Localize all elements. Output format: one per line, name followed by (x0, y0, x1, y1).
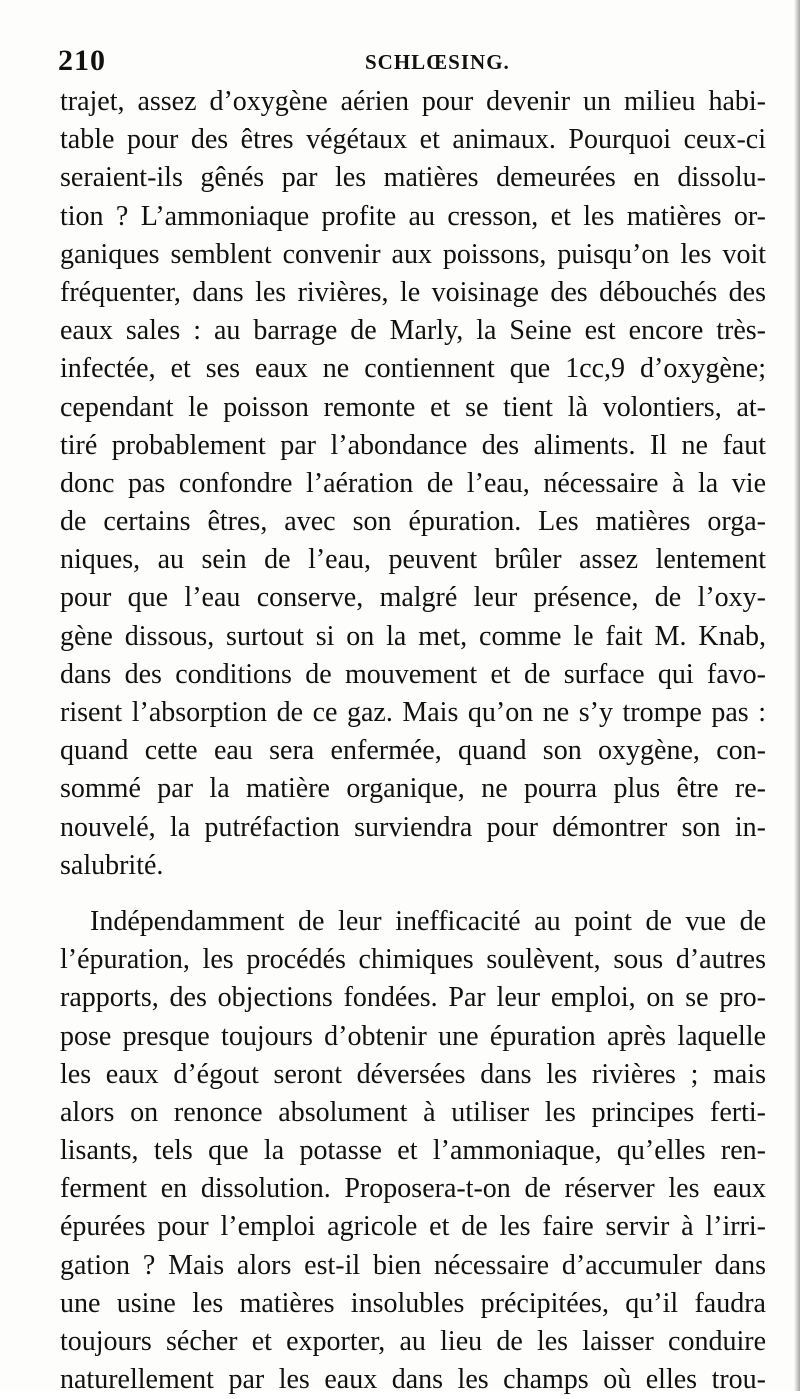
text-line: rapports, des objections fondées. Par leur emploi, on se pro- (60, 982, 766, 1014)
text-line: toujours sécher et exporter, au lieu de les laisser conduire (60, 1326, 766, 1357)
text-line: trajet, assez d’oxygène aérien pour devenir un milieu habi- (60, 86, 766, 117)
text-line: niques, au sein de l’eau, peuvent brûler assez lentement (60, 544, 766, 576)
text-line: alors on renonce absolument à utiliser les principes ferti- (60, 1096, 766, 1128)
text-line: pose presque toujours d’obtenir une épuration après laquelle (60, 1020, 766, 1052)
paragraph (60, 903, 766, 1399)
page-edge-shadow (794, 0, 800, 1391)
text-line: de certains êtres, avec son épuration. Les matières orga- (60, 506, 766, 538)
text-line: gène dissous, surtout si on la met, comme le fait M. Knab, (60, 620, 766, 652)
running-head: SCHLŒSING. (365, 50, 510, 74)
text-line: tiré probablement par l’abondance des aliments. Il ne faut (60, 429, 766, 461)
text-line: ferment en dissolution. Proposera-t-on de réserver les eaux (60, 1173, 766, 1205)
text-line: donc pas confondre l’aération de l’eau, nécessaire à la vie (60, 467, 766, 499)
text-line: l’épuration, les procédés chimiques soulèvent, sous d’autres (60, 944, 766, 976)
text-line: table pour des êtres végétaux et animaux. Pourquoi ceux-ci (60, 124, 766, 156)
text-line: nouvelé, la putréfaction surviendra pour démontrer son in- (60, 811, 766, 843)
text-line: cependant le poisson remonte et se tient là volontiers, at- (60, 391, 766, 423)
body-text (60, 83, 766, 1399)
text-line: fréquenter, dans les rivières, le voisinage des débouchés des (60, 276, 766, 308)
text-line: gation ? Mais alors est-il bien nécessaire d’accumuler dans (60, 1249, 766, 1281)
paragraph (60, 83, 766, 885)
text-line: sommé par la matière organique, ne pourra plus être re- (60, 773, 766, 805)
text-line: pour que l’eau conserve, malgré leur présence, de l’oxy- (60, 582, 766, 614)
text-line: naturellement par les eaux dans les champs où elles trou- (60, 1364, 766, 1396)
text-line: une usine les matières insolubles précipitées, qu’il faudra (60, 1287, 766, 1319)
text-line: salubrité. (60, 849, 164, 881)
text-line: quand cette eau sera enfermée, quand son oxygène, con- (60, 735, 766, 767)
text-line: épurées pour l’emploi agricole et de les faire servir à l’irri- (60, 1211, 766, 1243)
text-line: les eaux d’égout seront déversées dans les rivières ; mais (60, 1058, 766, 1090)
text-line: lisants, tels que la potasse et l’ammoniaque, qu’elles ren- (60, 1135, 766, 1167)
paragraph-gap (60, 885, 766, 903)
page-number: 210 (58, 44, 106, 77)
text-line: seraient-ils gênés par les matières demeurées en dissolu- (60, 162, 766, 194)
page-header (58, 40, 758, 80)
text-line: infectée, et ses eaux ne contiennent que 1cc,9 d’oxygène; (60, 353, 766, 385)
text-line: Indépendamment de leur inefficacité au point de vue de (90, 905, 766, 937)
text-line: ganiques semblent convenir aux poissons, puisqu’on les voit (60, 238, 766, 270)
text-line: risent l’absorption de ce gaz. Mais qu’on ne s’y trompe pas : (60, 697, 766, 728)
text-line: tion ? L’ammoniaque profite au cresson, et les matières or- (60, 200, 766, 232)
text-line: dans des conditions de mouvement et de surface qui favo- (60, 658, 766, 690)
text-line: eaux sales : au barrage de Marly, la Seine est encore très- (60, 315, 766, 347)
